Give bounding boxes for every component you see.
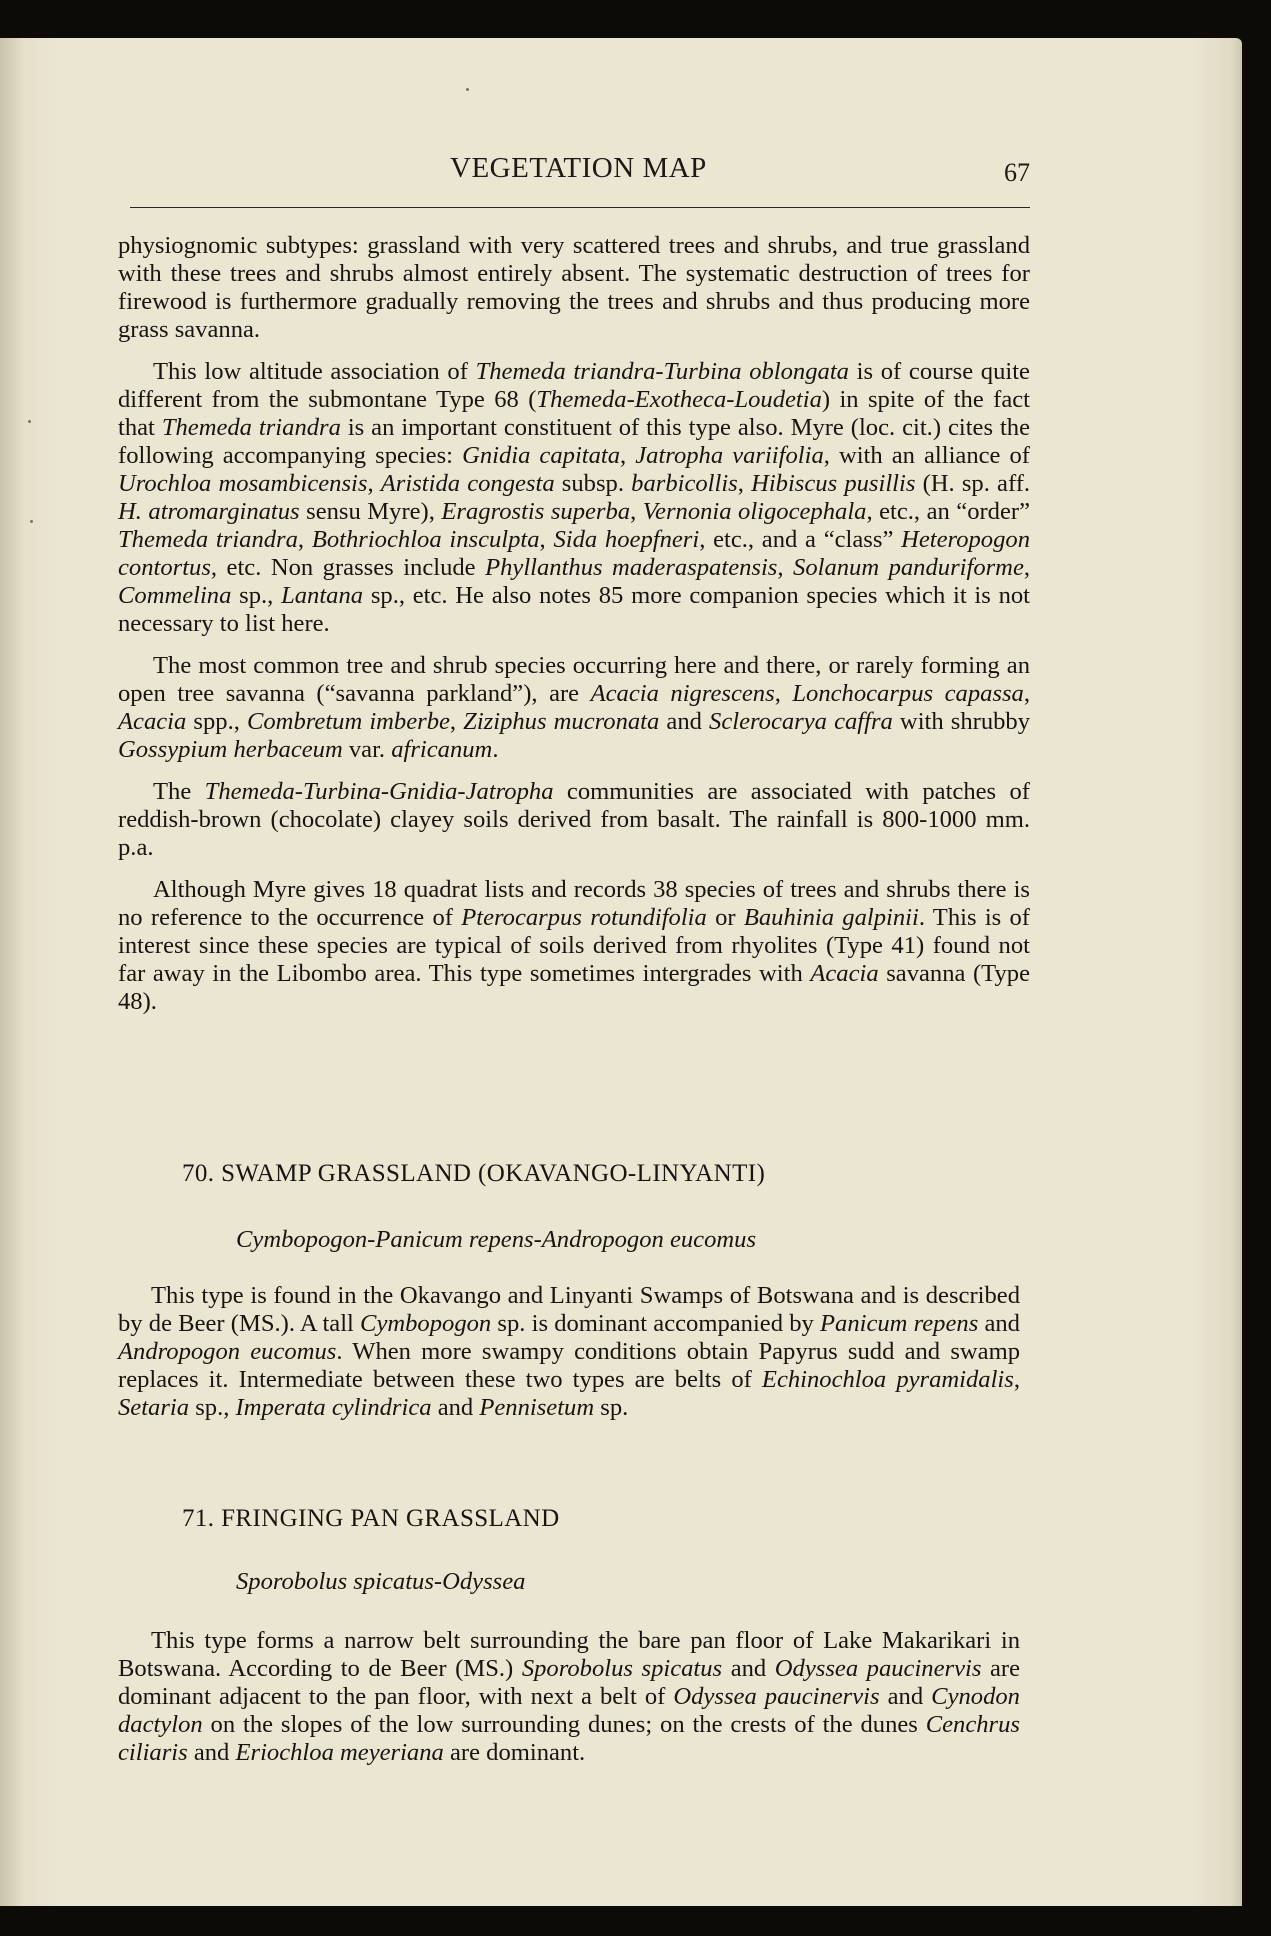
section-70-paragraph: This type is found in the Okavango and Linyanti Swamps of Botswana and is described by de Beer (MS.). A tall Cymbopogon sp. is dominant accompanied by Panicum repens and Andropogon eucomus. When more swampy conditions obtain Papyrus sudd and swamp replaces it. Intermediate between these two types are belts of Echinochloa pyramidalis, Setaria sp., Imperata cylindrica and Pennisetum sp. [118, 1282, 1020, 1421]
section-71-heading: 71. FRINGING PAN GRASSLAND [182, 1505, 560, 1532]
section-70-heading: 70. SWAMP GRASSLAND (OKAVANGO-LINYANTI) [182, 1160, 766, 1187]
header-rule [130, 207, 1030, 208]
paragraph-2: This low altitude association of Themeda triandra-Turbina oblongata is of course quite different from the submontane Type 68 (Themeda-Exotheca-Loudetia) in spite of the fact that Themeda triandra is an important constituent of this type also. Myre (loc. cit.) cites the following accompanying species: Gnidia capitata, Jatropha variifolia, with an alliance of Urochloa mosambicensis, Aristida congesta subsp. barbicollis, Hibiscus pusillis (H. sp. aff. H. atromarginatus sensu Myre), Eragrostis superba, Vernonia oligocephala, etc., an “order” Themeda triandra, Bothriochloa insculpta, Sida hoepfneri, etc., and a “class” Heteropogon contortus, etc. Non grasses include Phyllanthus maderaspatensis, Solanum panduriforme, Commelina sp., Lantana sp., etc. He also notes 85 more companion species which it is not necessary to list here. [118, 358, 1031, 637]
page-number: 67 [1004, 158, 1030, 187]
paragraph-1: physiognomic subtypes: grassland with very scattered trees and shrubs, and true grassland with these trees and shrubs almost entirely absent. The systematic destruction of trees for firewood is furthermore gradually removing the trees and shrubs and thus producing more grass savanna. [118, 232, 1030, 343]
page-header [130, 150, 1030, 190]
section-70-subheading: Cymbopogon-Panicum repens-Andropogon eucomus [236, 1226, 757, 1253]
section-71-subheading: Sporobolus spicatus-Odyssea [236, 1568, 526, 1595]
paper-speck [30, 520, 33, 523]
paragraph-5: Although Myre gives 18 quadrat lists and records 38 species of trees and shrubs there is no reference to the occurrence of Pterocarpus rotundifolia or Bauhinia galpinii. This is of interest since these species are typical of soils derived from rhyolites (Type 41) found not far away in the Libombo area. This type sometimes intergrades with Acacia savanna (Type 48). [118, 876, 1030, 1015]
paragraph-3: The most common tree and shrub species occurring here and there, or rarely forming an open tree savanna (“savanna parkland”), are Acacia nigrescens, Lonchocarpus capassa, Acacia spp., Combretum imberbe, Ziziphus mucronata and Sclerocarya caffra with shrubby Gossypium herbaceum var. africanum. [118, 652, 1031, 763]
intro-text-block [118, 232, 1030, 1030]
paper-speck [466, 88, 469, 91]
paper-speck [28, 420, 31, 423]
paragraph-4: The Themeda-Turbina-Gnidia-Jatropha communities are associated with patches of reddish-brown (chocolate) clayey soils derived from basalt. The rainfall is 800-1000 mm. p.a. [118, 778, 1030, 861]
running-title: VEGETATION MAP [450, 152, 707, 184]
section-71-paragraph: This type forms a narrow belt surrounding the bare pan floor of Lake Makarikari in Botswana. According to de Beer (MS.) Sporobolus spicatus and Odyssea paucinervis are dominant adjacent to the pan floor, with next a belt of Odyssea paucinervis and Cynodon dactylon on the slopes of the low surrounding dunes; on the crests of the dunes Cenchrus ciliaris and Eriochloa meyeriana are dominant. [118, 1627, 1021, 1766]
